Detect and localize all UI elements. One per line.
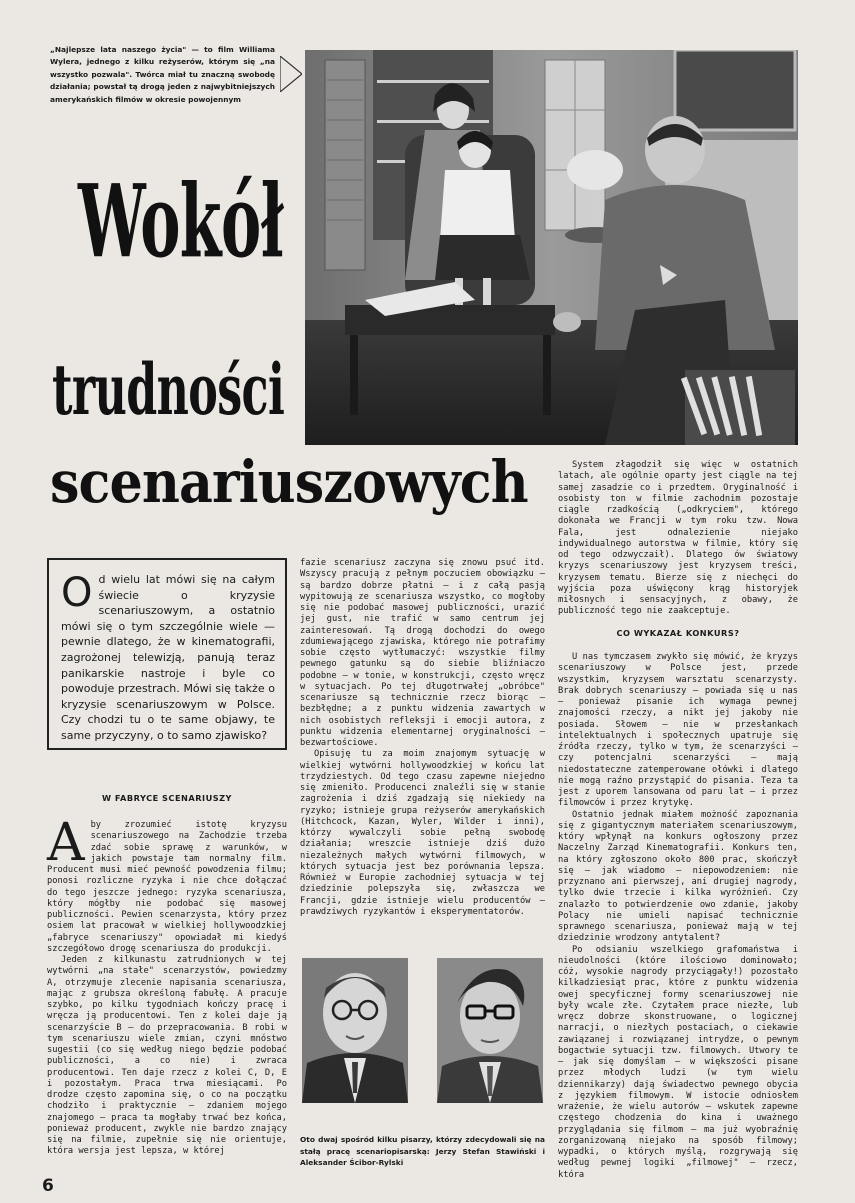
intro-box <box>47 558 287 750</box>
paragraph: Opisuję tu za moim znajomym sytuację w wielkiej wytwórni hollywoodzkiej w końcu lat trzydziestych. Od tego czasu zapewne niejedno się zmieniło. Producenci znaleźli się w stanie zagrożenia i dziś zgadzają się niekiedy na ryzyko; istnieje grupa reżyserów amerykańskich (Hitchcock, Kazan, Wyler, Wilder i inni), którzy wywalczyli sobie pełną swobodę działania; wreszcie istnieje dziś dużo niezależnych małych wytwórni filmowych, w których sytuacja jest bez porównania lepsza. Również w Europie zachodniej sytuacja w tej dziedzinie polepszyła się, zwłaszcza we Francji, gdzie istnieje wielu producentów — prawdziwych ryzykantów i eksperymentatorów. <box>300 749 545 917</box>
title-line-1: Wokół <box>78 162 284 280</box>
section-heading-contest: CO WYKAZAŁ KONKURS? <box>616 628 740 638</box>
title-line-2: trudności <box>52 348 285 431</box>
portraits-caption: Oto dwaj spośród kilku pisarzy, którzy zdecydowali się na stałą pracę scenariopisarską: Jerzy Stefan Stawiński i Aleksander Ścibor-Rylski <box>300 1135 545 1167</box>
film-still-photo <box>305 50 798 445</box>
page-number: 6 <box>42 1176 54 1196</box>
article-column-1 <box>47 813 287 1158</box>
article-column-3 <box>558 652 798 1181</box>
article-column-3-top <box>558 460 798 618</box>
article-column-2 <box>300 558 545 918</box>
title-line-3: scenariuszowych <box>50 448 528 516</box>
intro-dropcap: O <box>61 570 93 616</box>
photo-caption-top: „Najlepsze lata naszego życia" — to film Williama Wylera, jednego z kilku reżyserów, którym się „na wszystko pozwala". Twórca miał tu znaczną swobodę działania; powstał tą drogą jeden z najwybitniejszych amerykańskich filmów w okresie powojennym <box>50 45 275 104</box>
paragraph: System złagodził się więc w ostatnich latach, ale ogólnie oparty jest ciągle na tej samej zasadzie co i przedtem. Oryginalność i osobisty ton w filmie zachodnim pozostaje ciągle rzadkością („odkryciem", którego dokonała we Francji w tym roku tzw. Nowa Fala, jest odnalezienie niejako indywidualnego autorstwa w filmie, który się od tego odzwyczaił). Dlatego ów światowy kryzys scenariuszowy jest kryzysem treści, kryzysem tematu. Bierze się z niechęci do wyjścia poza uświęcony krąg historyjek miłosnych i sensacyjnych, z obawy, że publiczność tego nie zaakceptuje. <box>558 460 798 617</box>
section-dropcap: A <box>47 813 85 873</box>
section-heading-factory: W FABRYCE SCENARIUSZY <box>101 793 232 803</box>
paragraph: Ostatnio jednak miałem możność zapoznania się z gigantycznym materiałem scenariuszowym, który wpłynął na konkurs ogłoszony przez Naczelny Zarząd Kinematografii. Konkurs ten, na który zgłoszono około 800 prac, skończył się — jak wiadomo — niepowodzeniem: nie przyznano ani pierwszej, ani drugiej nagrody, tylko dwie trzecie i kilka wyróżnień. Czy znalazło to potwierdzenie owo zdanie, jakoby Polacy nie umieli napisać technicznie sprawnego scenariusza, ponieważ mają w tej dziedzinie wrodzony antytalent? <box>558 809 798 944</box>
caption-arrow-icon <box>280 56 302 92</box>
portrait-photo-stawinski <box>302 958 408 1103</box>
paragraph: Aby zrozumieć istotę kryzysu scenariuszowego na Zachodzie trzeba zdać sobie sprawę z warunków, w jakich powstaje tam normalny film. Producent musi mieć pewność powodzenia filmu; ponosi rozliczne ryzyka i nie chce dołączać do tego jeszcze jednego: ryzyka scenariusza, który mógłby nie podobać się masowej publiczności. Pewien scenarzysta, który przez osiem lat pracował w wielkiej hollywoodzkiej „fabryce scenariuszy" opowiadał mi kiedyś szczegółowo drogę scenariusza do produkcji. <box>47 813 287 954</box>
paragraph: Po odsianiu wszelkiego grafomaństwa i nieudolności (które ilościowo dominowało; cóż, wysokie nagrody przyciągały!) pozostało kilkadziesiąt prac, które z punktu widzenia owej specyficznej formy scenariuszowej nie były wcale złe. Czytałem prace niezłe, lub wręcz dobrze skonstruowane, o logicznej narracji, o niezłych postaciach, o ciekawie zawiązanej i rozwiązanej intrydze, o pewnym bogactwie sytuacji tzw. filmowych. Utwory te — jak się domyślam — w większości pisane przez młodych ludzi (w tym wielu dziennikarzy) dają świadectwo pewnego obycia z językiem filmowym. W istocie odniosłem wrażenie, że wielu autorów — wskutek zapewne częstego chodzenia do kina i uważnego przyglądania się filmom — ma już wyobraźnię zorganizowaną niejako na sposób filmowy; wypadki, o których myślą, rozgrywają się według pewnej logiki „filmowej" — rzecz, która <box>558 944 798 1180</box>
paragraph: U nas tymczasem zwykło się mówić, że kryzys scenariuszowy w Polsce jest, przede wszystkim, kryzysem warsztatu scenarzysty. Brak dobrych scenariuszy — powiada się u nas — ponieważ pisanie ich wymaga pewnej znajomości rzeczy, a nikt jej jakoby nie posiada. Słowem — nie w przesłankach intelektualnych i społecznych upatruje się źródła rzeczy, tylko w tym, że scenarzyści — czy potencjalni scenarzyści — mają niedostateczne zatemperowane ołówki i dlatego nie mogą raźno przystąpić do pisania. Teza ta jest z uporem lansowana od paru lat — i przez filmowców i przez krytykę. <box>558 652 798 809</box>
paragraph: Jeden z kilkunastu zatrudnionych w tej wytwórni „na stałe" scenarzystów, powiedzmy A, otrzymuje zlecenie napisania scenariusza, mając z grubsza określoną fabułę. A pracuje szybko, po kilku tygodniach kończy pracę i wręcza ją producentowi. Ten z kolei daje ją scenarzyście B — do przepracowania. B robi w tym scenariuszu wiele zmian, czyni mnóstwo sugestii (co się według niego będzie podobać publiczności, a co nie) i zwraca producentowi. Ten daje rzecz z kolei C, D, E i pozostałym. Praca trwa miesiącami. Po drodze często zapomina się, o co na początku chodziło i praktycznie — zdaniem mojego znajomego — praca ta mogłaby trwać bez końca, ponieważ producent, zwykle nie bardzo znający się na filmie, zupełnie się nie orientuje, która wersja jest lepsza, w której <box>47 955 287 1157</box>
paragraph: fazie scenariusz zaczyna się znowu psuć itd. Wszyscy pracują z pełnym poczuciem obowiązku — są bardzo dobrze płatni — i z całą pasją wypitowują ze scenariusza wszystko, co mogłoby się nie podobać masowej publiczności, urazić jej gust, nie trafić w samo centrum jej zainteresowań. Tą drogą dochodzi do owego zdumiewającego zjawiska, którego nie potrafimy sobie często wytłumaczyć: wszystkie filmy pewnego gatunku są do siebie bliźniaczo podobne — w tonie, w konstrukcji, często wręcz w sytuacjach. Po tej długotrwałej „obróbce" scenariusze są technicznie rzecz biorąc — bezbłędne; a z punktu widzenia zawartych w nich osobistych refleksji i emocji autora, z punktu widzenia elementarnej oryginalności — bezwartościowe. <box>300 558 545 748</box>
intro-body: d wielu lat mówi się na całym świecie o kryzysie scenariuszowym, a ostatnio mówi się o tym szczególnie wiele — pewnie dlatego, że w kinematografii, zagrożonej telewizją, panują teraz panikarskie nastroje i byle co powoduje przestrach. Mówi się także o kryzysie scenariuszowym w Polsce. Czy chodzi tu o te same objawy, te same przyczyny, o to samo zjawisko? <box>61 573 275 742</box>
portrait-photo-scibor-rylski <box>437 958 543 1103</box>
intro-text <box>61 572 275 744</box>
